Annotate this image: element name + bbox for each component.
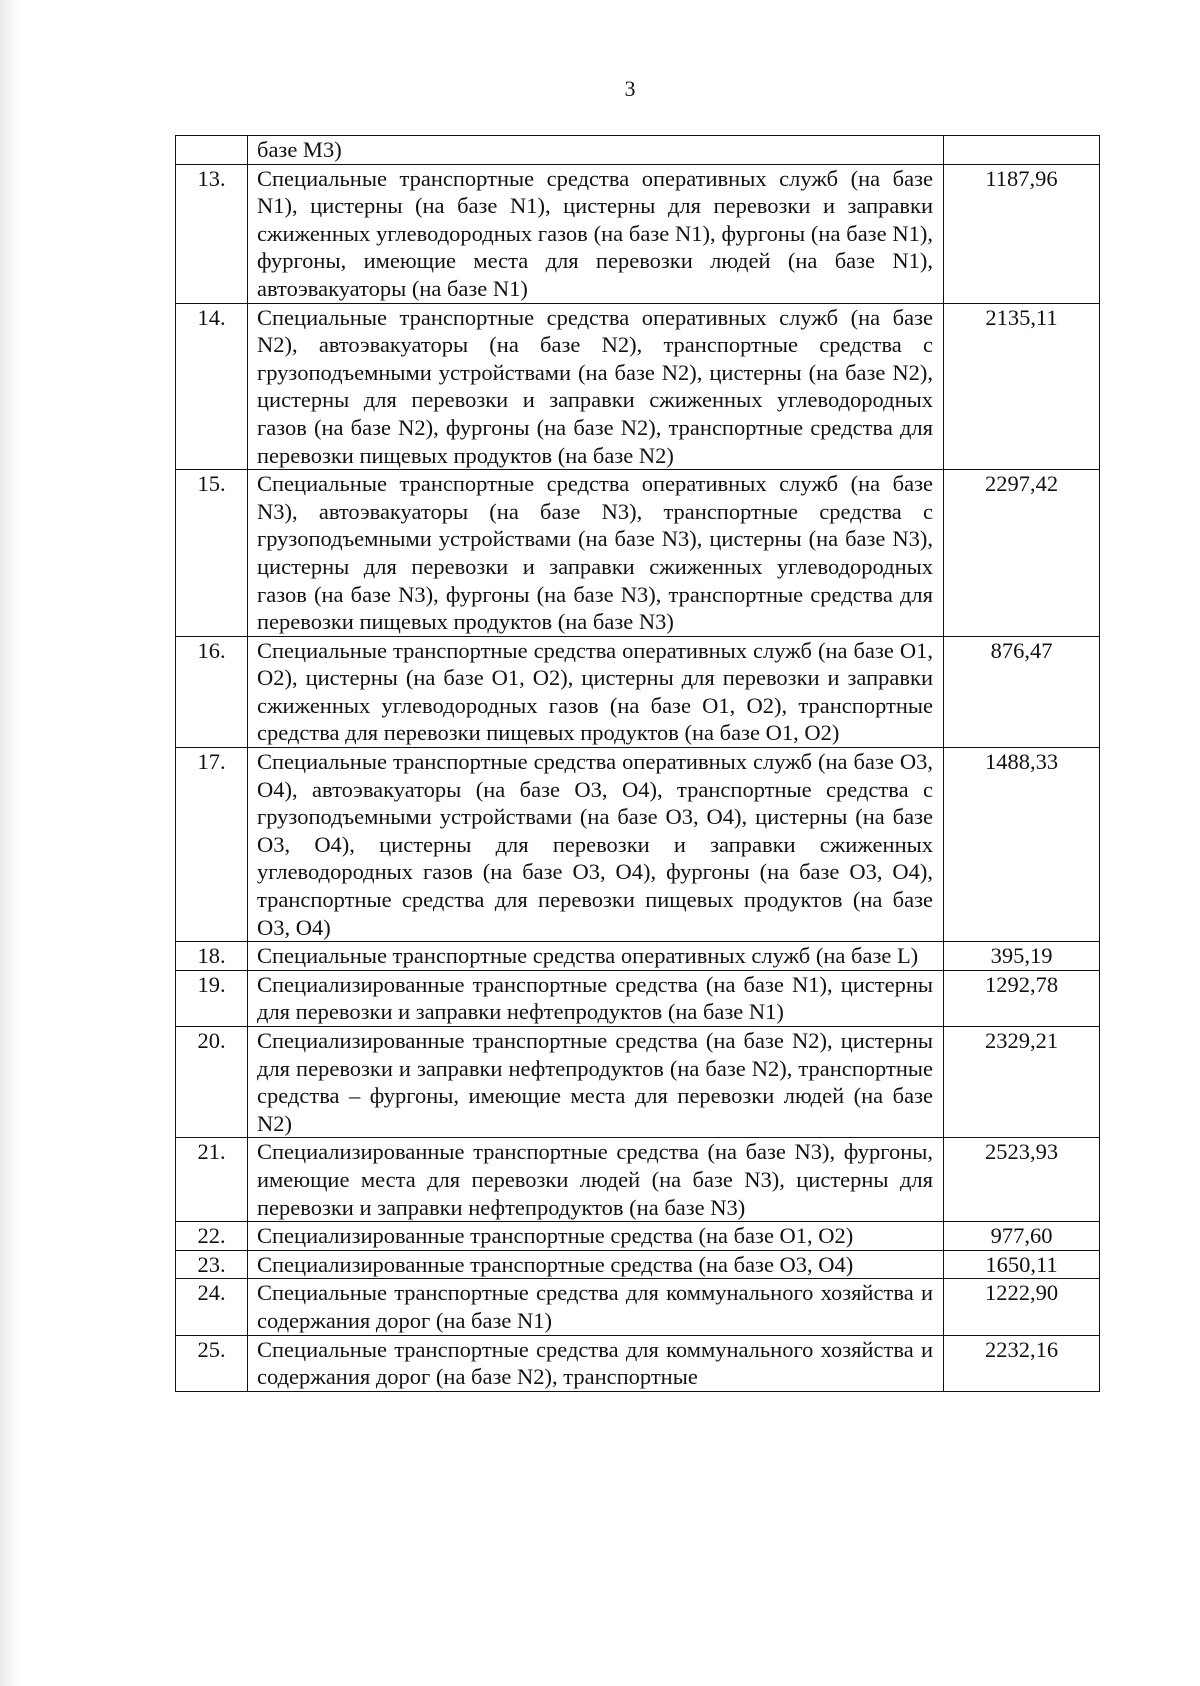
row-number-cell: 17. bbox=[176, 748, 248, 942]
row-value-cell: 876,47 bbox=[944, 636, 1100, 747]
row-value-cell: 2135,11 bbox=[944, 303, 1100, 470]
table-row bbox=[176, 470, 1100, 637]
row-description-cell: Специализированные транспортные средства (на базе N1), цистерны для перевозки и заправки нефтепродуктов (на базе N1) bbox=[248, 970, 944, 1026]
row-description-cell: Специализированные транспортные средства (на базе N2), цистерны для перевозки и заправки нефтепродуктов (на базе N2), транспортные средства – фургоны, имеющие места для перевозки людей (на базе N2) bbox=[248, 1027, 944, 1138]
row-number-cell: 18. bbox=[176, 942, 248, 971]
row-description-cell: Специальные транспортные средства для коммунального хозяйства и содержания дорог (на базе N2), транспортные bbox=[248, 1335, 944, 1391]
row-description-cell: Специальные транспортные средства оперативных служб (на базе N2), автоэвакуаторы (на базе N2), транспортные средства с грузоподъемными устройствами (на базе N2), цистерны (на базе N2), цистерны для перевозки и заправки сжиженных углеводородных газов (на базе N2), фургоны (на базе N2), транспортные средства для перевозки пищевых продуктов (на базе N2) bbox=[248, 303, 944, 470]
table-row bbox=[176, 636, 1100, 747]
row-number-cell: 23. bbox=[176, 1250, 248, 1279]
row-value-cell: 977,60 bbox=[944, 1222, 1100, 1251]
row-description-cell: Специальные транспортные средства оперативных служб (на базе N3), автоэвакуаторы (на базе N3), транспортные средства с грузоподъемными устройствами (на базе N3), цистерны (на базе N3), цистерны для перевозки и заправки сжиженных углеводородных газов (на базе N3), фургоны (на базе N3), транспортные средства для перевозки пищевых продуктов (на базе N3) bbox=[248, 470, 944, 637]
rates-table bbox=[175, 135, 1100, 1392]
row-number-cell: 16. bbox=[176, 636, 248, 747]
row-number-cell: 22. bbox=[176, 1222, 248, 1251]
table-row bbox=[176, 970, 1100, 1026]
row-description-cell: базе М3) bbox=[248, 136, 944, 165]
page-number: 3 bbox=[624, 76, 636, 101]
row-description-cell: Специальные транспортные средства оперативных служб (на базе L) bbox=[248, 942, 944, 971]
row-value-cell: 395,19 bbox=[944, 942, 1100, 971]
row-value-cell bbox=[944, 136, 1100, 165]
table-row bbox=[176, 1335, 1100, 1391]
table-row bbox=[176, 1027, 1100, 1138]
row-number-cell: 14. bbox=[176, 303, 248, 470]
row-value-cell: 2297,42 bbox=[944, 470, 1100, 637]
table-row bbox=[176, 1138, 1100, 1222]
row-value-cell: 2232,16 bbox=[944, 1335, 1100, 1391]
row-description-cell: Специализированные транспортные средства (на базе O1, O2) bbox=[248, 1222, 944, 1251]
row-value-cell: 1292,78 bbox=[944, 970, 1100, 1026]
table-row bbox=[176, 748, 1100, 942]
row-number-cell: 13. bbox=[176, 164, 248, 303]
scan-shadow-edge bbox=[0, 0, 22, 1686]
row-value-cell: 2523,93 bbox=[944, 1138, 1100, 1222]
row-value-cell: 2329,21 bbox=[944, 1027, 1100, 1138]
row-value-cell: 1187,96 bbox=[944, 164, 1100, 303]
table-row bbox=[176, 136, 1100, 165]
table-row bbox=[176, 942, 1100, 971]
row-value-cell: 1222,90 bbox=[944, 1279, 1100, 1335]
table-row bbox=[176, 1222, 1100, 1251]
row-number-cell: 20. bbox=[176, 1027, 248, 1138]
row-description-cell: Специальные транспортные средства оперативных служб (на базе N1), цистерны (на базе N1), цистерны для перевозки и заправки сжиженных углеводородных газов (на базе N1), фургоны (на базе N1), фургоны, имеющие места для перевозки людей (на базе N1), автоэвакуаторы (на базе N1) bbox=[248, 164, 944, 303]
row-number-cell bbox=[176, 136, 248, 165]
row-number-cell: 25. bbox=[176, 1335, 248, 1391]
row-number-cell: 21. bbox=[176, 1138, 248, 1222]
table-row bbox=[176, 303, 1100, 470]
table-row bbox=[176, 1250, 1100, 1279]
row-number-cell: 24. bbox=[176, 1279, 248, 1335]
row-description-cell: Специальные транспортные средства оперативных служб (на базе O1, O2), цистерны (на базе O1, O2), цистерны для перевозки и заправки сжиженных углеводородных газов (на базе O1, O2), транспортные средства для перевозки пищевых продуктов (на базе O1, O2) bbox=[248, 636, 944, 747]
table-row bbox=[176, 164, 1100, 303]
row-value-cell: 1650,11 bbox=[944, 1250, 1100, 1279]
row-value-cell: 1488,33 bbox=[944, 748, 1100, 942]
row-number-cell: 15. bbox=[176, 470, 248, 637]
row-description-cell: Специализированные транспортные средства (на базе O3, O4) bbox=[248, 1250, 944, 1279]
row-number-cell: 19. bbox=[176, 970, 248, 1026]
row-description-cell: Специальные транспортные средства оперативных служб (на базе O3, O4), автоэвакуаторы (на базе O3, O4), транспортные средства с грузоподъемными устройствами (на базе O3, O4), цистерны (на базе O3, O4), цистерны для перевозки и заправки сжиженных углеводородных газов (на базе O3, O4), фургоны (на базе O3, O4), транспортные средства для перевозки пищевых продуктов (на базе O3, O4) bbox=[248, 748, 944, 942]
row-description-cell: Специальные транспортные средства для коммунального хозяйства и содержания дорог (на базе N1) bbox=[248, 1279, 944, 1335]
row-description-cell: Специализированные транспортные средства (на базе N3), фургоны, имеющие места для перевозки людей (на базе N3), цистерны для перевозки и заправки нефтепродуктов (на базе N3) bbox=[248, 1138, 944, 1222]
table-row bbox=[176, 1279, 1100, 1335]
